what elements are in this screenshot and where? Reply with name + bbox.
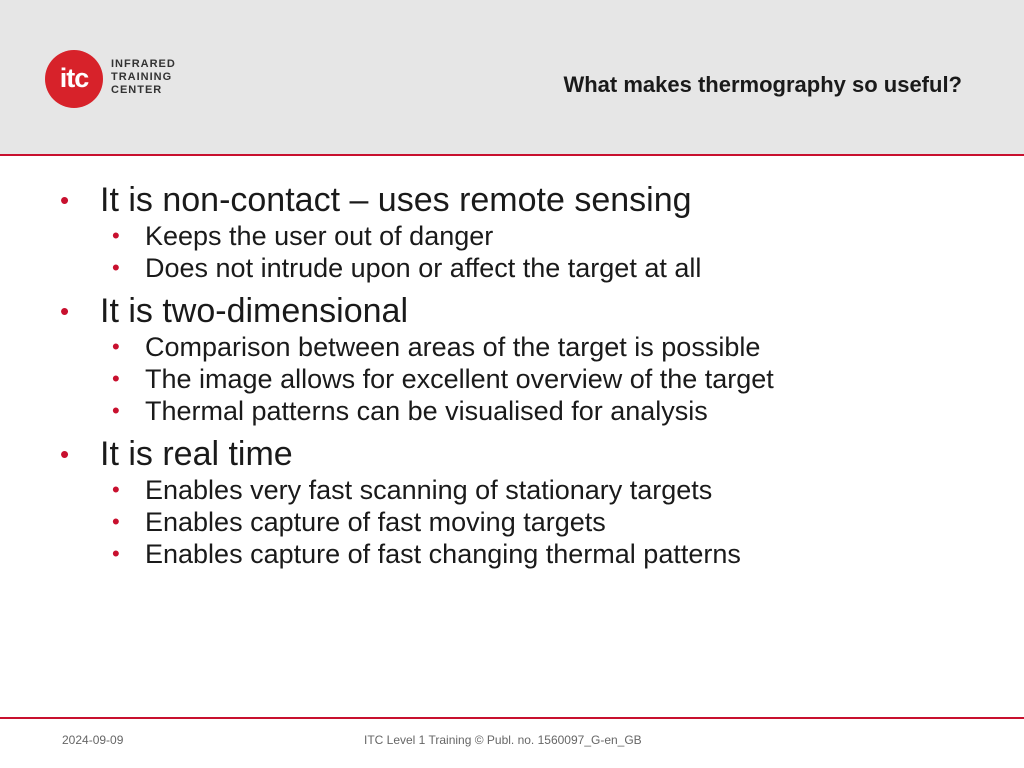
sub-bullet-text: Enables very fast scanning of stationary targets xyxy=(145,475,713,505)
logo-line-1: INFRARED xyxy=(111,58,176,70)
bullet-dot: • xyxy=(60,296,70,326)
bullet-dot: • xyxy=(112,255,120,280)
bullet-2-text: It is two-dimensional xyxy=(100,292,409,330)
bullet-3-text: It is real time xyxy=(100,435,293,473)
sub-bullet-2-3 xyxy=(60,395,980,427)
bullet-dot: • xyxy=(60,185,70,215)
bullet-2 xyxy=(60,291,980,331)
sub-bullet-text: Comparison between areas of the target is possible xyxy=(145,332,761,362)
sub-bullet-1-1 xyxy=(60,220,980,252)
bullet-dot: • xyxy=(112,477,120,502)
sub-bullet-text: Enables capture of fast changing thermal patterns xyxy=(145,539,741,569)
sub-bullet-2-1 xyxy=(60,331,980,363)
itc-logo xyxy=(45,50,225,110)
sub-bullet-1-2 xyxy=(60,252,980,284)
bullet-dot: • xyxy=(112,509,120,534)
sub-bullet-text: Keeps the user out of danger xyxy=(145,221,494,251)
footer-publication: ITC Level 1 Training © Publ. no. 1560097_G-en_GB xyxy=(364,733,642,747)
sub-bullet-3-3 xyxy=(60,538,980,570)
footer-divider xyxy=(0,717,1024,719)
footer-date: 2024-09-09 xyxy=(62,733,124,747)
bullet-dot: • xyxy=(60,439,70,469)
bullet-1-text: It is non-contact – uses remote sensing xyxy=(100,181,692,219)
sub-bullet-3-1 xyxy=(60,474,980,506)
bullet-list xyxy=(60,180,980,570)
logo-line-3: CENTER xyxy=(111,84,163,96)
bullet-dot: • xyxy=(112,223,120,248)
bullet-dot: • xyxy=(112,541,120,566)
slide-header xyxy=(0,0,1024,156)
sub-bullet-text: Thermal patterns can be visualised for analysis xyxy=(145,396,708,426)
bullet-1 xyxy=(60,180,980,220)
logo-text xyxy=(111,58,176,97)
bullet-3 xyxy=(60,434,980,474)
slide-title: What makes thermography so useful? xyxy=(563,72,962,97)
sub-bullet-2-2 xyxy=(60,363,980,395)
sub-bullet-text: Enables capture of fast moving targets xyxy=(145,507,606,537)
logo-line-2: TRAINING xyxy=(111,71,173,83)
bullet-dot: • xyxy=(112,334,120,359)
bullet-dot: • xyxy=(112,398,120,423)
sub-bullet-3-2 xyxy=(60,506,980,538)
sub-bullet-text: The image allows for excellent overview of the target xyxy=(145,364,774,394)
logo-mark: itc xyxy=(45,50,103,108)
bullet-dot: • xyxy=(112,366,120,391)
sub-bullet-text: Does not intrude upon or affect the target at all xyxy=(145,253,702,283)
